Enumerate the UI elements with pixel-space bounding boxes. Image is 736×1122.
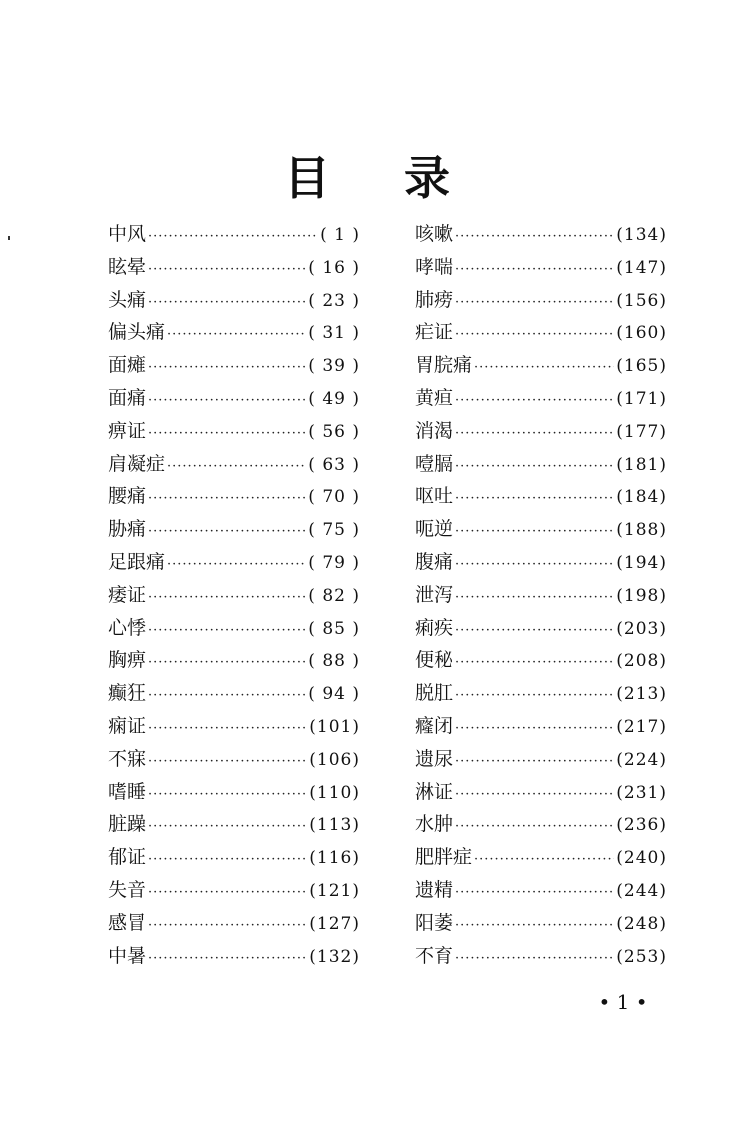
toc-leader-dots bbox=[148, 811, 307, 843]
toc-leader-dots bbox=[474, 352, 614, 384]
toc-entry bbox=[415, 841, 667, 874]
toc-right-column bbox=[415, 218, 667, 972]
toc-entry-title: 咳嗽 bbox=[415, 223, 454, 245]
toc-leader-dots bbox=[167, 549, 306, 581]
toc-entry bbox=[108, 940, 360, 973]
toc-entry-page: (194) bbox=[616, 552, 667, 573]
toc-entry-page: (127) bbox=[309, 913, 360, 934]
toc-entry bbox=[415, 349, 667, 382]
toc-entry bbox=[415, 644, 667, 677]
toc-entry-title: 呃逆 bbox=[415, 518, 454, 541]
toc-entry-page: (121) bbox=[309, 880, 360, 901]
toc-entry-title: 面痛 bbox=[108, 386, 147, 409]
toc-entry-page: (184) bbox=[616, 487, 667, 508]
toc-entry-page: (171) bbox=[616, 388, 667, 409]
toc-leader-dots bbox=[148, 287, 306, 319]
toc-entry bbox=[108, 841, 360, 874]
toc-leader-dots bbox=[455, 287, 614, 319]
toc-leader-dots bbox=[455, 615, 614, 647]
toc-entry-title: 偏头痛 bbox=[108, 321, 166, 344]
toc-entry bbox=[415, 710, 667, 743]
toc-entry-title: 泄泻 bbox=[415, 583, 454, 606]
toc-entry-page: (231) bbox=[616, 782, 667, 803]
toc-entry-page: ( 63 ) bbox=[308, 454, 360, 475]
toc-entry-title: 淋证 bbox=[415, 780, 454, 803]
toc-leader-dots bbox=[455, 385, 614, 417]
toc-entry bbox=[108, 480, 360, 513]
toc-leader-dots bbox=[148, 647, 306, 679]
toc-entry-page: ( 39 ) bbox=[308, 356, 360, 377]
toc-entry-title: 眩晕 bbox=[108, 255, 147, 278]
toc-entry bbox=[415, 743, 667, 776]
toc-entry-title: 黄疸 bbox=[415, 386, 454, 409]
toc-leader-dots bbox=[148, 615, 306, 647]
toc-entry-title: 癫狂 bbox=[108, 682, 147, 705]
toc-leader-dots bbox=[455, 943, 614, 975]
toc-entry-title: 疟证 bbox=[415, 321, 454, 344]
toc-entry bbox=[108, 743, 360, 776]
toc-entry bbox=[108, 677, 360, 710]
toc-leader-dots bbox=[455, 910, 614, 942]
toc-entry-page: (217) bbox=[616, 716, 667, 737]
toc-entry bbox=[108, 776, 360, 809]
toc-entry bbox=[415, 316, 667, 349]
toc-leader-dots bbox=[148, 680, 306, 712]
toc-leader-dots bbox=[455, 451, 614, 483]
toc-entry bbox=[415, 677, 667, 710]
toc-entry-page: (116) bbox=[309, 848, 360, 869]
toc-entry-title: 肥胖症 bbox=[415, 846, 473, 869]
toc-entry-page: (110) bbox=[309, 782, 360, 803]
toc-entry-title: 痿证 bbox=[108, 583, 147, 606]
toc-entry-title: 不育 bbox=[415, 944, 454, 967]
toc-entry-page: (248) bbox=[616, 913, 667, 934]
toc-entry bbox=[415, 513, 667, 546]
toc-entry-page: ( 56 ) bbox=[308, 421, 360, 442]
toc-leader-dots bbox=[148, 877, 307, 909]
toc-entry bbox=[415, 907, 667, 940]
toc-entry-page: (188) bbox=[616, 520, 667, 541]
toc-leader-dots bbox=[148, 844, 307, 876]
toc-entry bbox=[415, 251, 667, 284]
toc-entry-page: ( 88 ) bbox=[308, 651, 360, 672]
title-char-2: 录 bbox=[404, 151, 452, 205]
toc-leader-dots bbox=[455, 516, 614, 548]
toc-entry-title: 腹痛 bbox=[415, 550, 454, 573]
toc-entry-title: 便秘 bbox=[415, 649, 454, 672]
toc-leader-dots bbox=[148, 418, 306, 450]
toc-entry-title: 中风 bbox=[108, 223, 147, 245]
toc-entry-page: (101) bbox=[309, 716, 360, 737]
toc-leader-dots bbox=[455, 877, 614, 909]
toc-entry-page: (113) bbox=[309, 815, 360, 836]
toc-entry-page: (181) bbox=[616, 454, 667, 475]
toc-entry-page: (165) bbox=[616, 356, 667, 377]
page-number: • 1 • bbox=[598, 990, 648, 1014]
toc-entry bbox=[415, 579, 667, 612]
toc-leader-dots bbox=[148, 779, 307, 811]
toc-leader-dots bbox=[455, 254, 614, 286]
toc-entry-page: ( 70 ) bbox=[308, 487, 360, 508]
toc-entry-title: 痹证 bbox=[108, 419, 147, 442]
toc-leader-dots bbox=[148, 910, 307, 942]
toc-entry-title: 失音 bbox=[108, 878, 147, 901]
toc-entry-title: 胃脘痛 bbox=[415, 354, 473, 377]
toc-entry-title: 嗜睡 bbox=[108, 780, 147, 803]
toc-entry bbox=[415, 808, 667, 841]
toc-entry-page: (208) bbox=[616, 651, 667, 672]
toc-entry-title: 遗精 bbox=[415, 878, 454, 901]
toc-entry-page: ( 49 ) bbox=[308, 388, 360, 409]
toc-entry-page: (147) bbox=[616, 257, 667, 278]
toc-leader-dots bbox=[148, 483, 306, 515]
toc-entry-page: (156) bbox=[616, 290, 667, 311]
toc-entry-page: (244) bbox=[616, 880, 667, 901]
toc-leader-dots bbox=[455, 746, 614, 778]
toc-entry-page: (132) bbox=[309, 946, 360, 967]
toc-leader-dots bbox=[148, 221, 318, 253]
toc-entry bbox=[415, 218, 667, 251]
toc-entry bbox=[415, 940, 667, 973]
toc-entry bbox=[108, 251, 360, 284]
toc-leader-dots bbox=[455, 811, 614, 843]
toc-entry-title: 头痛 bbox=[108, 288, 147, 311]
toc-entry bbox=[108, 808, 360, 841]
toc-entry-title: 痫证 bbox=[108, 714, 147, 737]
toc-entry-page: (253) bbox=[616, 946, 667, 967]
toc-entry-title: 胁痛 bbox=[108, 518, 147, 541]
toc-entry-page: ( 23 ) bbox=[308, 290, 360, 311]
toc-entry-page: ( 31 ) bbox=[308, 323, 360, 344]
toc-leader-dots bbox=[167, 451, 306, 483]
toc-entry bbox=[415, 776, 667, 809]
toc-leader-dots bbox=[455, 582, 614, 614]
toc-entry-page: ( 16 ) bbox=[308, 257, 360, 278]
toc-entry-page: ( 94 ) bbox=[308, 684, 360, 705]
scan-mark bbox=[8, 236, 10, 240]
toc-leader-dots bbox=[455, 549, 614, 581]
toc-entry-title: 哮喘 bbox=[415, 255, 454, 278]
toc-entry bbox=[108, 415, 360, 448]
toc-leader-dots bbox=[455, 713, 614, 745]
toc-entry-title: 肩凝症 bbox=[108, 452, 166, 475]
toc-entry-page: (198) bbox=[616, 585, 667, 606]
toc-entry-page: ( 85 ) bbox=[308, 618, 360, 639]
toc-entry-title: 呕吐 bbox=[415, 485, 454, 508]
toc-entry bbox=[415, 480, 667, 513]
toc-entry-title: 中暑 bbox=[108, 944, 147, 967]
toc-leader-dots bbox=[455, 779, 614, 811]
toc-entry-title: 癃闭 bbox=[415, 714, 454, 737]
toc-entry-title: 面瘫 bbox=[108, 354, 147, 377]
toc-entry bbox=[108, 579, 360, 612]
toc-entry-title: 郁证 bbox=[108, 846, 147, 869]
toc-entry bbox=[108, 710, 360, 743]
toc-entry-page: (106) bbox=[309, 749, 360, 770]
toc-leader-dots bbox=[148, 943, 307, 975]
toc-entry-title: 阳萎 bbox=[415, 911, 454, 934]
toc-entry-title: 痢疾 bbox=[415, 616, 454, 639]
toc-entry-page: ( 82 ) bbox=[308, 585, 360, 606]
toc-entry bbox=[415, 382, 667, 415]
toc-entry bbox=[108, 513, 360, 546]
toc-entry-title: 不寐 bbox=[108, 747, 147, 770]
toc-entry-page: (203) bbox=[616, 618, 667, 639]
title-char-1: 目 bbox=[284, 151, 332, 205]
toc-entry-title: 遗尿 bbox=[415, 747, 454, 770]
toc-entry bbox=[108, 644, 360, 677]
toc-entry-page: (240) bbox=[616, 848, 667, 869]
toc-entry bbox=[108, 382, 360, 415]
toc-leader-dots bbox=[148, 746, 307, 778]
toc-entry bbox=[108, 612, 360, 645]
toc-entry-title: 噎膈 bbox=[415, 452, 454, 475]
toc-entry bbox=[108, 448, 360, 481]
toc-entry bbox=[415, 546, 667, 579]
toc-leader-dots bbox=[148, 516, 306, 548]
page-title bbox=[0, 148, 736, 208]
toc-leader-dots bbox=[148, 385, 306, 417]
toc-entry-title: 感冒 bbox=[108, 911, 147, 934]
toc-entry bbox=[108, 874, 360, 907]
toc-leader-dots bbox=[455, 319, 614, 351]
toc-leader-dots bbox=[455, 483, 614, 515]
toc-entry bbox=[108, 907, 360, 940]
toc-entry bbox=[415, 874, 667, 907]
toc-entry-title: 消渴 bbox=[415, 419, 454, 442]
toc-entry-page: ( 79 ) bbox=[308, 552, 360, 573]
toc-entry bbox=[108, 349, 360, 382]
toc-entry-title: 胸痹 bbox=[108, 649, 147, 672]
toc-entry-title: 足跟痛 bbox=[108, 550, 166, 573]
toc-entry bbox=[415, 284, 667, 317]
toc-leader-dots bbox=[148, 254, 306, 286]
toc-entry-page: (236) bbox=[616, 815, 667, 836]
toc-leader-dots bbox=[455, 418, 614, 450]
toc-entry-page: (177) bbox=[616, 421, 667, 442]
toc-entry bbox=[415, 448, 667, 481]
toc-entry-title: 脱肛 bbox=[415, 682, 454, 705]
toc-entry-page: (224) bbox=[616, 749, 667, 770]
toc-leader-dots bbox=[455, 680, 614, 712]
toc-entry-title: 水肿 bbox=[415, 813, 454, 836]
toc-entry-title: 脏躁 bbox=[108, 813, 147, 836]
toc-entry-title: 心悸 bbox=[108, 616, 147, 639]
toc-entry-page: (160) bbox=[616, 323, 667, 344]
toc-entry-page: (134) bbox=[616, 225, 667, 245]
toc-left-column bbox=[108, 218, 360, 972]
toc-leader-dots bbox=[148, 582, 306, 614]
toc-leader-dots bbox=[455, 647, 614, 679]
toc-entry bbox=[108, 284, 360, 317]
toc-entry-title: 肺痨 bbox=[415, 288, 454, 311]
toc-leader-dots bbox=[148, 352, 306, 384]
toc-entry-page: (213) bbox=[616, 684, 667, 705]
toc-entry bbox=[415, 415, 667, 448]
toc-leader-dots bbox=[455, 221, 614, 253]
toc-leader-dots bbox=[148, 713, 307, 745]
toc-leader-dots bbox=[167, 319, 306, 351]
toc-leader-dots bbox=[474, 844, 614, 876]
toc-entry-page: ( 75 ) bbox=[308, 520, 360, 541]
toc-entry bbox=[108, 546, 360, 579]
toc-entry bbox=[415, 612, 667, 645]
toc-entry bbox=[108, 316, 360, 349]
toc-entry bbox=[108, 218, 360, 251]
toc-entry-page: ( 1 ) bbox=[320, 225, 360, 245]
toc-entry-title: 腰痛 bbox=[108, 485, 147, 508]
